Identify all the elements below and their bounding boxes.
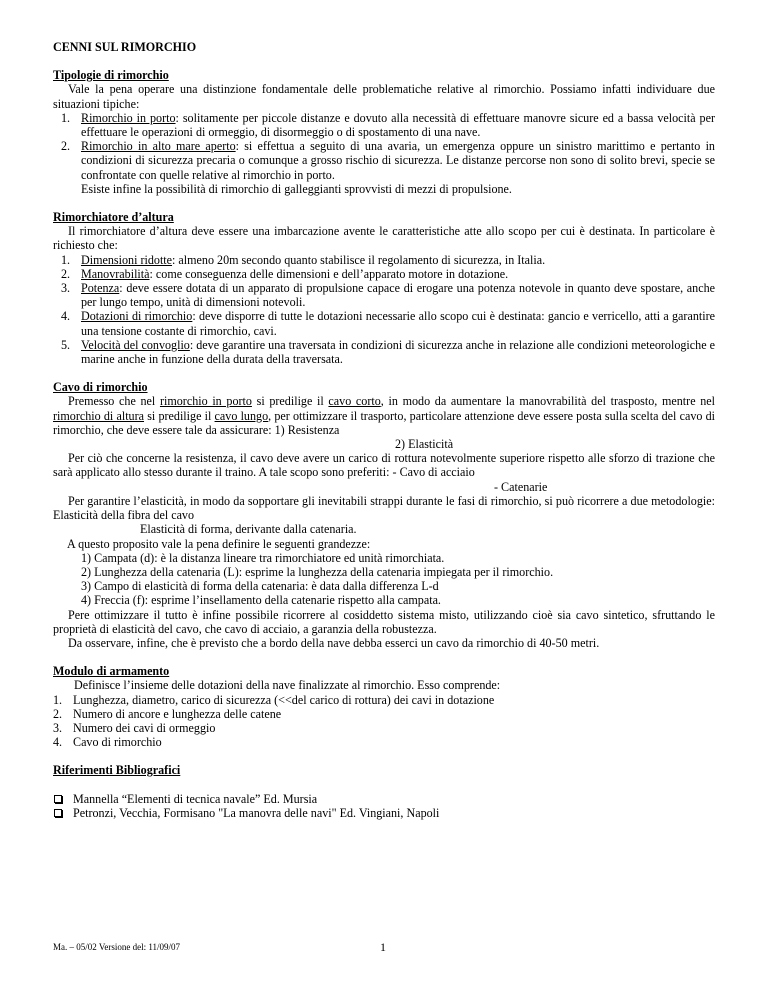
list-item [53,721,715,735]
list-number: 1. [61,110,71,125]
paragraph: Premesso che nel rimorchio in porto si predilige il cavo corto, in modo da aumentare la manovrabilità del trasposto, mentre nel rimorchio di altura si predilige il cavo lungo, per ottimizzare il trasporto, particolare attenzione deve essere posta sulla scelta del cavo di rimorchio, che deve essere tale da assicurare: 1) Resistenza [53,394,716,437]
section-heading: Tipologie di rimorchio [53,68,169,83]
list-item [53,281,715,309]
paragraph: Il rimorchiatore d’altura deve essere una imbarcazione avente le caratteristiche atte allo scopo per cui è destinata. In particolare è richiesto che: [53,224,715,253]
list-item [53,267,715,281]
list-number: 5. [61,337,71,352]
section-bibliografia [53,763,715,820]
paragraph: Vale la pena operare una distinzione fondamentale delle problematiche relative al rimorchio. Possiamo infatti individuare due situazioni tipiche: [53,82,715,111]
list-number: 2. [53,706,63,721]
list-text: : solitamente per piccole distanze e dovuto alla necessità di effettuare manovre sicure ed a bassa velocità per effettuare le operazioni di ormeggio, di disormeggio o di spostamento di una nave. [81,110,716,140]
list-text: Numero dei cavi di ormeggio [73,720,216,735]
list-number: 4. [53,735,63,750]
list-text: Cavo di rimorchio [73,735,162,750]
bibliography-text: Mannella “Elementi di tecnica navale” Ed. Mursia [73,791,318,806]
paragraph: Esiste infine la possibilità di rimorchio di galleggianti sprovvisti di mezzi di propulsione. [81,181,512,196]
list-text: : deve disporre di tutte le dotazioni necessarie allo scopo cui è destinata: gancio e verricello, atti a garantire una tensione costante di rimorchio, cavi. [81,309,715,338]
bibliography-text: Petronzi, Vecchia, Formisano "La manovra delle navi" Ed. Vingiani, Napoli [73,805,440,820]
list-item [53,139,715,182]
list-number: 4. [61,309,71,324]
list-item [53,707,715,721]
document-title: CENNI SUL RIMORCHIO [53,40,197,54]
section-tipologie [53,68,715,196]
paragraph: Per garantire l’elasticità, in modo da sopportare gli inevitabili strappi durante le fasi di rimorchio, si può ricorrere a due metodologie: Elasticità della fibra del cavo [53,493,715,523]
definition-item: 2) Lunghezza della catenaria (L): esprime la lunghezza della catenaria impiegata per il rimorchio. [81,564,554,579]
list-item [53,693,715,707]
bibliography-item [53,806,715,820]
document-page [53,40,715,834]
section-heading: Rimorchiatore d’altura [53,210,174,225]
paragraph-line: - Catenarie [494,479,548,494]
paragraph: Per ciò che concerne la resistenza, il cavo deve avere un carico di rottura notevolmente superiore rispetto alle sforzo di trazione che sarà applicato allo stesso durante il traino. A tale scopo sono preferiti: - Cavo di acciaio [53,451,715,480]
section-heading: Modulo di armamento [53,664,170,679]
bibliography-item [53,792,715,806]
list-number: 3. [53,720,63,735]
paragraph-line: Elasticità di forma, derivante dalla catenaria. [140,522,357,537]
list-number: 2. [61,266,71,281]
list-text: : almeno 20m secondo quanto stabilisce il regolamento di sicurezza, in Italia. [172,252,546,267]
list-number: 1. [61,252,71,267]
section-modulo [53,664,715,749]
list-item [53,338,715,366]
checkbox-bullet-icon [54,809,62,817]
list-term: Velocità del convoglio [81,337,190,352]
paragraph: Pere ottimizzare il tutto è infine possibile ricorrere al cosiddetto sistema misto, utilizzando cioè sia cavo sintetico, sfruttando le proprietà di elasticità del cavo, che cavo di acciaio, a garanzia della robustezza. [53,607,715,636]
paragraph: Da osservare, infine, che è previsto che a bordo della nave debba esserci un cavo da rimorchio di 40-50 metri. [68,635,600,650]
section-cavo [53,380,715,650]
list-term: Rimorchio in porto [81,110,176,125]
list-text: Numero di ancore e lunghezza delle catene [73,706,282,721]
list-term: Potenza [81,281,120,296]
list-text: Lunghezza, diametro, carico di sicurezza (<<del carico di rottura) dei cavi in dotazione [73,692,495,707]
list-term: Rimorchio in alto mare aperto [81,139,236,154]
definition-item: 3) Campo di elasticità di forma della catenaria: è data dalla differenza L-d [81,579,439,594]
list-term: Dimensioni ridotte [81,252,173,267]
checkbox-bullet-icon [54,795,62,803]
paragraph: A questo proposito vale la pena definire le seguenti grandezze: [67,536,371,551]
list-item [53,111,715,139]
definition-item: 1) Campata (d): è la distanza lineare tra rimorchiatore ed unità rimorchiata. [81,550,445,565]
list-number: 3. [61,281,71,296]
list-item [53,735,715,749]
list-text: : come conseguenza delle dimensioni e dell’apparato motore in dotazione. [149,266,509,281]
list-item [53,253,715,267]
section-heading: Riferimenti Bibliografici [53,763,181,778]
page-number: 1 [380,940,386,954]
list-term: Manovrabilità [81,266,150,281]
list-text: : deve essere dotata di un apparato di propulsione capace di erogare una potenza notevole in quanto deve spostare, anche per lungo tempo, unità di dimensioni notevoli. [81,281,715,310]
footer-version: Ma. – 05/02 Versione del: 11/09/07 [53,942,180,952]
list-text: : si effettua a seguito di una avaria, un emergenza oppure un sinistro marittimo e pertanto in condizioni di sicurezza precaria o comunque a grosso rischio di sicurezza. Le distanze percorse non sono di solito brevi, specie se confrontate con quelle relative al rimorchio in porto. [81,139,715,182]
section-rimorchiatore [53,210,715,366]
list-text: : deve garantire una traversata in condizioni di sicurezza anche in relazione alle condizioni meteorologiche e marine anche in funzione della durata della traversata. [81,337,715,367]
list-number: 2. [61,139,71,154]
list-term: Dotazioni di rimorchio [81,309,193,324]
definition-item: 4) Freccia (f): esprime l’insellamento della catenarie rispetto alla campata. [81,593,441,608]
section-heading: Cavo di rimorchio [53,380,148,395]
paragraph-line: 2) Elasticità [395,437,454,452]
paragraph: Definisce l’insieme delle dotazioni della nave finalizzate al rimorchio. Esso comprende: [74,678,501,693]
list-number: 1. [53,692,63,707]
list-item [53,309,715,337]
